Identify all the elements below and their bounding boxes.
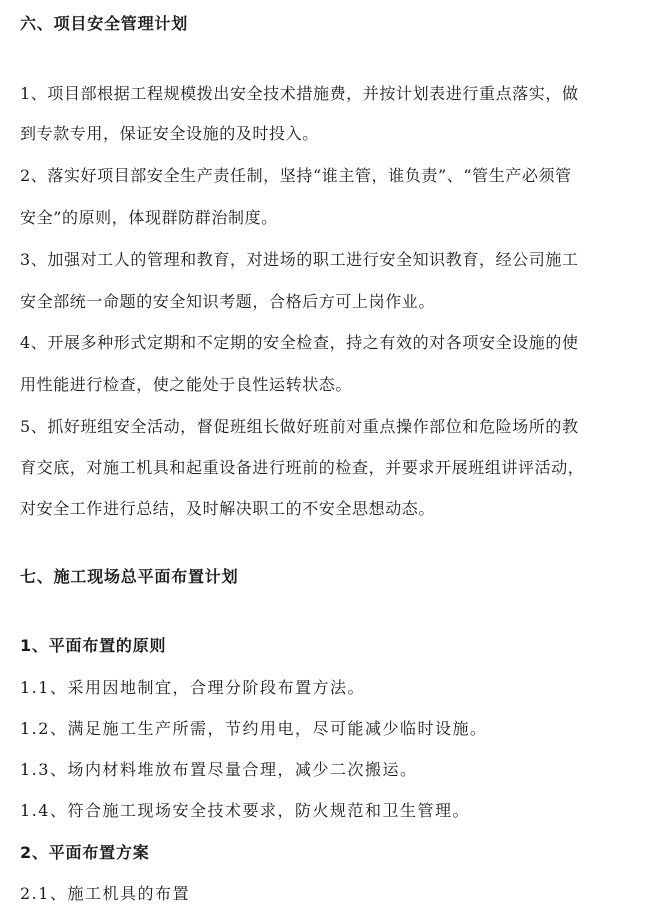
list-item: 1.1、采用因地制宜，合理分阶段布置方法。 bbox=[20, 678, 365, 697]
paragraph-line: 用性能进行检查，使之能处于良性运转状态。 bbox=[20, 375, 353, 394]
paragraph-line: 3、加强对工人的管理和教育，对进场的职工进行安全知识教育，经公司施工 bbox=[20, 250, 579, 269]
paragraph-line: 2、落实好项目部安全生产责任制，坚持“谁主管，谁负责”、“管生产必须管 bbox=[20, 166, 572, 185]
list-item: 1.3、场内材料堆放布置尽量合理，减少二次搬运。 bbox=[20, 760, 418, 779]
section-heading-safety-plan: 六、项目安全管理计划 bbox=[20, 14, 189, 33]
list-item: 1.4、符合施工现场安全技术要求，防火规范和卫生管理。 bbox=[20, 801, 470, 820]
paragraph-line: 安全部统一命题的安全知识考题，合格后方可上岗作业。 bbox=[20, 292, 436, 311]
paragraph-line: 对安全工作进行总结，及时解决职工的不安全思想动态。 bbox=[20, 499, 436, 518]
paragraph-line: 到专款专用，保证安全设施的及时投入。 bbox=[20, 124, 319, 143]
paragraph-line: 4、开展多种形式定期和不定期的安全检查，持之有效的对各项安全设施的使 bbox=[20, 333, 579, 352]
paragraph-line: 安全”的原则，体现群防群治制度。 bbox=[20, 208, 278, 227]
list-item: 2.1、施工机具的布置 bbox=[20, 884, 190, 903]
paragraph-line: 育交底，对施工机具和起重设备进行班前的检查，并要求开展班组讲评活动， bbox=[20, 458, 585, 477]
list-item: 1.2、满足施工生产所需，节约用电，尽可能减少临时设施。 bbox=[20, 719, 488, 738]
paragraph-line: 5、抓好班组安全活动，督促班组长做好班前对重点操作部位和危险场所的教 bbox=[20, 417, 579, 436]
section-heading-site-layout-plan: 七、施工现场总平面布置计划 bbox=[20, 567, 239, 586]
subsection-heading-layout-principles: 1、平面布置的原则 bbox=[20, 636, 167, 655]
paragraph-line: 1、项目部根据工程规模拨出安全技术措施费，并按计划表进行重点落实，做 bbox=[20, 84, 579, 103]
subsection-heading-layout-scheme: 2、平面布置方案 bbox=[20, 843, 150, 862]
